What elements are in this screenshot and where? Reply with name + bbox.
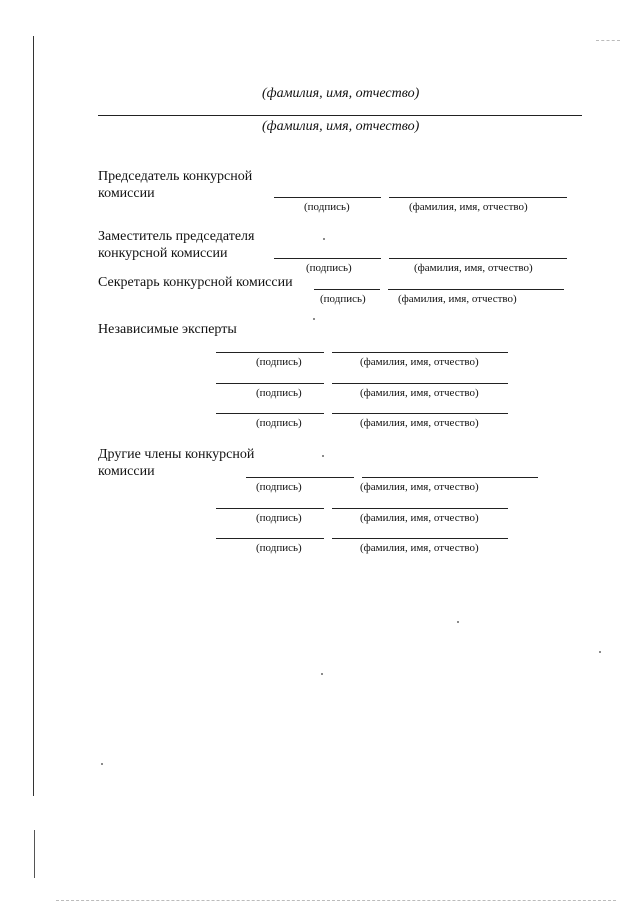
expert-1-signature-caption: (подпись) [256, 356, 302, 368]
other-2-signature-caption: (подпись) [256, 512, 302, 524]
other-1-signature-caption: (подпись) [256, 481, 302, 493]
secretary-fio-caption: (фамилия, имя, отчество) [398, 293, 517, 305]
other-2-fio-caption: (фамилия, имя, отчество) [360, 512, 479, 524]
scan-mark-top [596, 40, 620, 42]
role-others-line2: комиссии [98, 464, 155, 479]
other-3-fio-line [332, 538, 508, 539]
role-chair-line1: Председатель конкурсной [98, 169, 253, 184]
header-rule [98, 115, 582, 116]
chair-fio-line [389, 197, 567, 198]
other-2-signature-line [216, 508, 324, 509]
scan-speck [599, 651, 601, 653]
role-deputy [98, 228, 254, 262]
expert-3-signature-caption: (подпись) [256, 417, 302, 429]
other-3-signature-line [216, 538, 324, 539]
scan-mark-bottom [56, 900, 616, 902]
other-2-fio-line [332, 508, 508, 509]
chair-fio-caption: (фамилия, имя, отчество) [409, 201, 528, 213]
expert-1-fio-line [332, 352, 508, 353]
secretary-fio-line [388, 289, 564, 290]
scan-speck [321, 673, 323, 675]
expert-2-fio-line [332, 383, 508, 384]
deputy-signature-line [274, 258, 381, 259]
expert-3-signature-line [216, 413, 324, 414]
role-experts: Независимые эксперты [98, 322, 237, 337]
deputy-fio-line [389, 258, 567, 259]
role-chair-line2: комиссии [98, 186, 155, 201]
header-fio-caption: (фамилия, имя, отчество) [262, 86, 420, 101]
role-secretary: Секретарь конкурсной комиссии [98, 275, 293, 290]
scan-left-edge [33, 36, 34, 796]
other-3-fio-caption: (фамилия, имя, отчество) [360, 542, 479, 554]
deputy-signature-caption: (подпись) [306, 262, 352, 274]
deputy-fio-caption: (фамилия, имя, отчество) [414, 262, 533, 274]
expert-1-fio-caption: (фамилия, имя, отчество) [360, 356, 479, 368]
expert-1-signature-line [216, 352, 324, 353]
role-deputy-line1: Заместитель председателя [98, 229, 255, 244]
expert-3-fio-caption: (фамилия, имя, отчество) [360, 417, 479, 429]
expert-2-fio-caption: (фамилия, имя, отчество) [360, 387, 479, 399]
secretary-signature-caption: (подпись) [320, 293, 366, 305]
expert-2-signature-caption: (подпись) [256, 387, 302, 399]
scan-speck [322, 455, 324, 457]
role-deputy-line2: конкурсной комиссии [98, 246, 228, 261]
expert-2-signature-line [216, 383, 324, 384]
role-others-line1: Другие члены конкурсной [98, 447, 255, 462]
chair-signature-caption: (подпись) [304, 201, 350, 213]
expert-3-fio-line [332, 413, 508, 414]
scan-speck [457, 621, 459, 623]
scan-speck [313, 318, 315, 320]
chair-signature-line [274, 197, 381, 198]
other-3-signature-caption: (подпись) [256, 542, 302, 554]
role-others [98, 446, 254, 480]
scan-left-edge-bottom [34, 830, 35, 878]
other-1-signature-line [246, 477, 354, 478]
role-chair [98, 168, 252, 202]
other-1-fio-line [362, 477, 538, 478]
other-1-fio-caption: (фамилия, имя, отчество) [360, 481, 479, 493]
secretary-signature-line [314, 289, 380, 290]
header-fio-caption-second: (фамилия, имя, отчество) [262, 119, 420, 134]
scan-speck [323, 238, 325, 240]
scan-speck [101, 763, 103, 765]
